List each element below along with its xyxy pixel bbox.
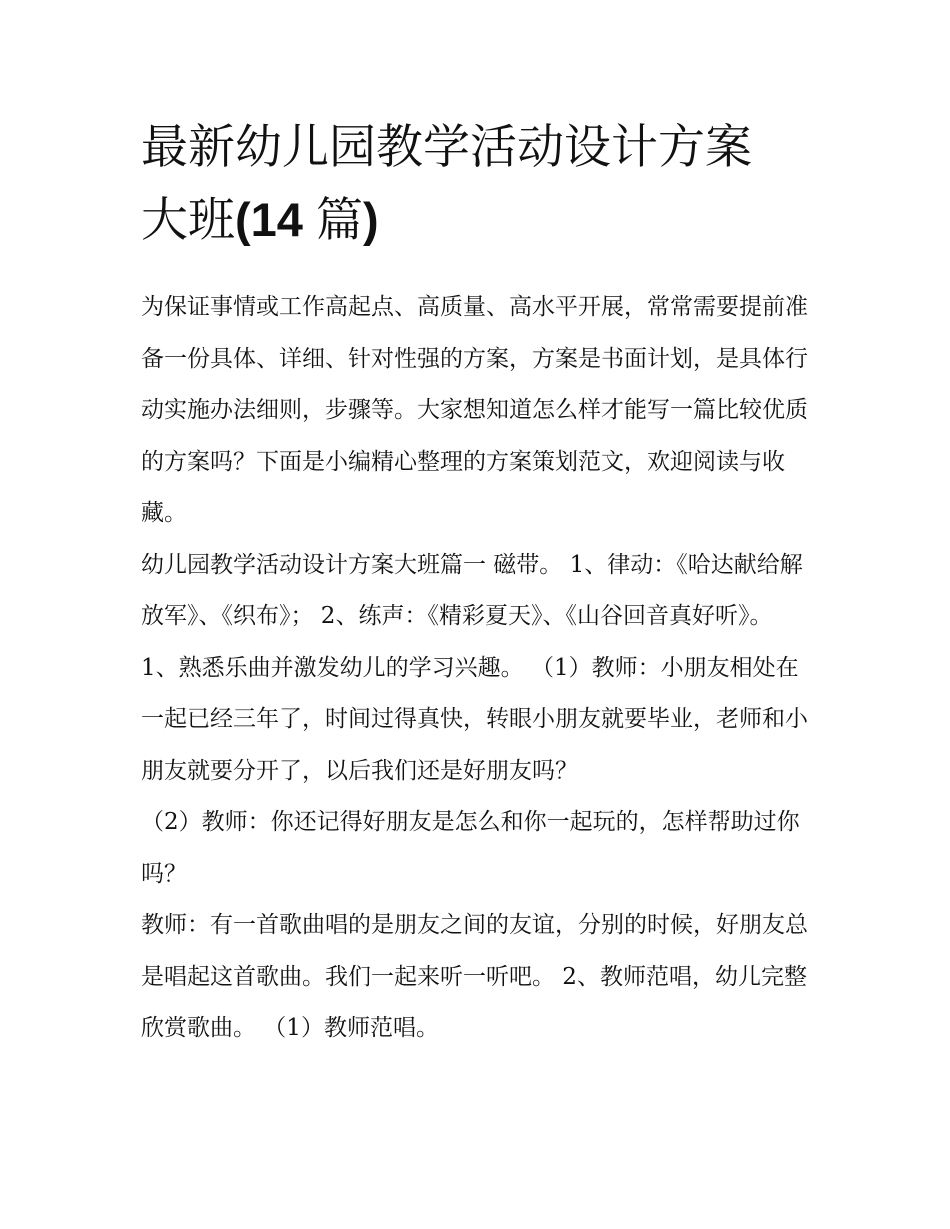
paragraph-step-1-2: （2）教师：你还记得好朋友是怎么和你一起玩的，怎样帮助过你吗？ [141, 809, 800, 887]
paragraph-step-1: 1、熟悉乐曲并激发幼儿的学习兴趣。 （1）教师：小朋友相处在一起已经三年了，时间过得真快，转眼小朋友就要毕业，老师和小朋友就要分开了，以后我们还是好朋友吗？ [141, 654, 808, 784]
title-line-1: 最新幼儿园教学活动设计方案 [141, 120, 752, 175]
paragraph-materials: 幼儿园教学活动设计方案大班篇一 磁带。 1、律动：《哈达献给解放军》、《织布》； 2、练声：《精彩夏天》、《山谷回音真好听》。 [141, 551, 803, 629]
document-title [141, 112, 821, 257]
title-line-2-prefix: 大班 [141, 193, 235, 248]
title-line-2-count: (14 [235, 193, 316, 246]
title-line-2-unit: 篇 [316, 193, 363, 248]
paragraph-intro: 为保证事情或工作高起点、高质量、高水平开展，常常需要提前准备一份具体、详细、针对性强的方案，方案是书面计划，是具体行动实施办法细则，步骤等。大家想知道怎么样才能写一篇比较优质的方案吗？下面是小编精心整理的方案策划范文，欢迎阅读与收藏。 [141, 294, 808, 526]
document-body [141, 112, 821, 1055]
title-line-2-close: ) [363, 193, 379, 246]
paragraph-step-2: 教师：有一首歌曲唱的是朋友之间的友谊，分别的时候，好朋友总是唱起这首歌曲。我们一起来听一听吧。 2、教师范唱，幼儿完整欣赏歌曲。 （1）教师范唱。 [141, 912, 808, 1041]
